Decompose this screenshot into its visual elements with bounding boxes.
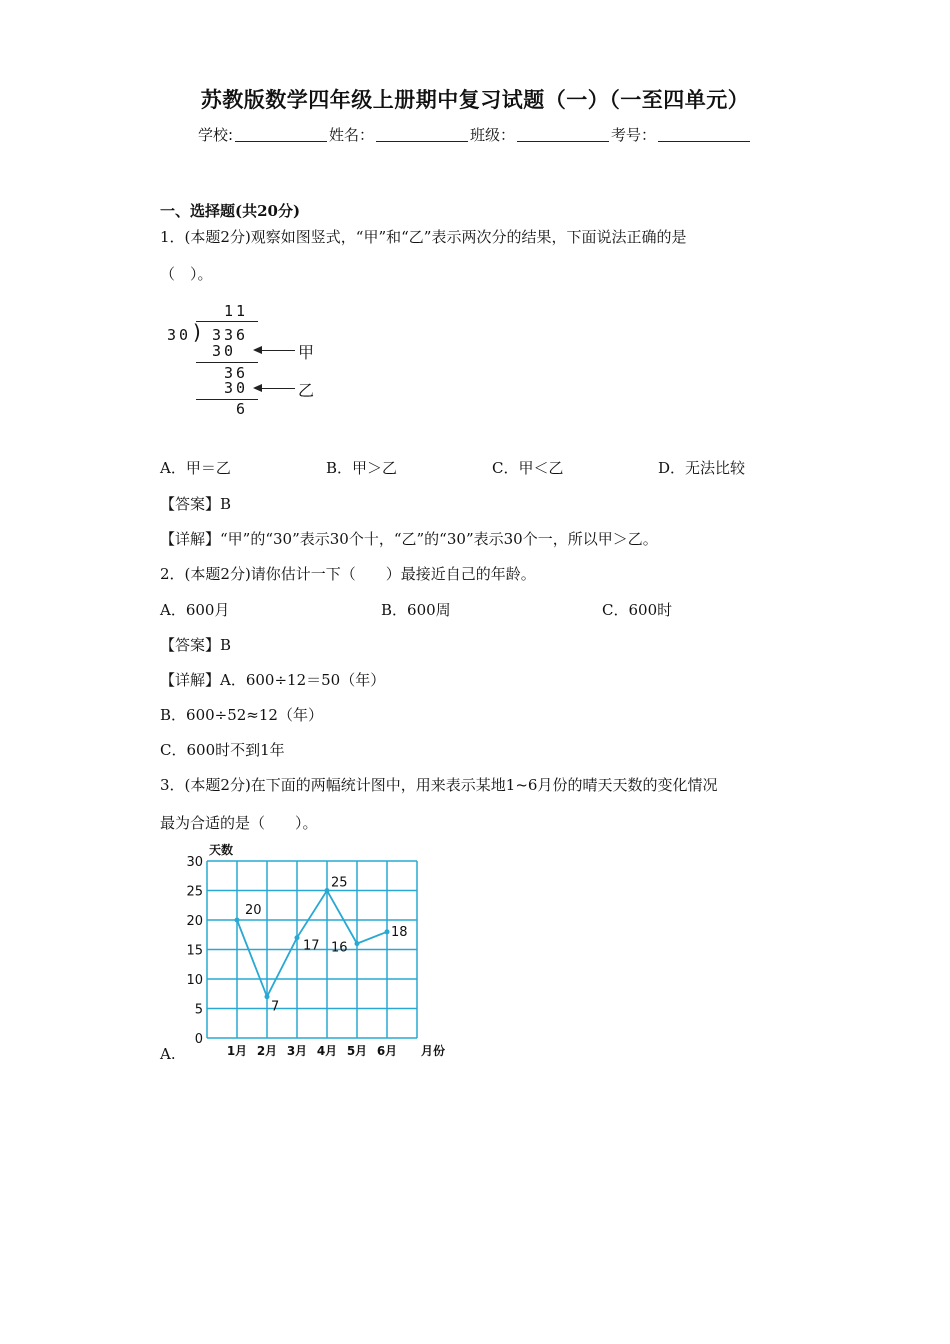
q2-option-c[interactable]: C．600时 (602, 601, 673, 619)
student-info-row (0, 124, 950, 145)
q2-option-a[interactable]: A．600月 (160, 601, 230, 619)
q1-stem-line2: （ ）。 (160, 265, 213, 283)
q2-answer: 【答案】B (160, 636, 232, 654)
arrow-left-icon (255, 350, 295, 351)
subtraction-line-2 (196, 399, 258, 400)
svg-text:5: 5 (194, 1002, 203, 1018)
first-product-jia: 30 (212, 342, 237, 360)
svg-text:25: 25 (331, 875, 348, 891)
q2-explanation-b: B．600÷52≈12（年） (160, 706, 323, 724)
section-title: 一、选择题(共20分) (160, 202, 301, 220)
label-jia: 甲 (298, 343, 315, 362)
document-title: 苏教版数学四年级上册期中复习试题（一）（一至四单元） (200, 88, 750, 112)
svg-text:月份: 月份 (421, 1044, 445, 1058)
svg-text:16: 16 (331, 940, 348, 956)
label-yi: 乙 (298, 381, 315, 400)
name-label: 姓名： (329, 126, 375, 144)
q2-explanation-c: C．600时不到1年 (160, 741, 285, 759)
svg-text:20: 20 (245, 903, 262, 918)
exam-number-label: 考号： (611, 126, 657, 144)
svg-text:3月: 3月 (286, 1044, 308, 1058)
svg-text:10: 10 (186, 973, 203, 988)
class-label: 班级： (470, 126, 516, 144)
q1-stem-line1: 1．(本题2分)观察如图竖式，“甲”和“乙”表示两次分的结果，下面说法正确的是 (160, 228, 687, 246)
q1-option-d[interactable]: D．无法比较 (658, 459, 746, 477)
svg-text:5月: 5月 (346, 1044, 368, 1058)
q2-explanation-a: 【详解】A．600÷12＝50（年） (160, 671, 386, 689)
svg-text:4月: 4月 (316, 1044, 338, 1058)
q2-option-b[interactable]: B．600周 (381, 601, 451, 619)
svg-text:18: 18 (391, 924, 408, 940)
partial-remainder: 36 (224, 364, 249, 382)
school-blank (235, 127, 327, 142)
line-chart (155, 838, 445, 1068)
arrow-left-icon (255, 388, 295, 389)
q3-stem-line2: 最为合适的是（ ）。 (160, 814, 318, 832)
q2-stem: 2．(本题2分)请你估计一下（ ）最接近自己的年龄。 (160, 565, 536, 583)
svg-text:17: 17 (303, 938, 320, 954)
name-blank (376, 127, 468, 142)
q3-stem-line1: 3．(本题2分)在下面的两幅统计图中，用来表示某地1~6月份的晴天天数的变化情况 (160, 776, 718, 794)
quotient: 11 (224, 302, 249, 320)
exam-number-blank (658, 127, 750, 142)
svg-text:2月: 2月 (256, 1044, 278, 1058)
svg-text:30: 30 (186, 855, 203, 870)
svg-text:15: 15 (186, 943, 203, 959)
svg-text:20: 20 (186, 914, 203, 929)
q1-answer: 【答案】B (160, 495, 232, 513)
svg-text:25: 25 (186, 884, 203, 900)
q1-explanation: 【详解】“甲”的“30”表示30个十，“乙”的“30”表示30个一，所以甲＞乙。 (160, 530, 658, 548)
q1-option-c[interactable]: C．甲＜乙 (492, 459, 564, 477)
svg-text:1月: 1月 (226, 1044, 248, 1058)
svg-text:天数: 天数 (209, 843, 234, 857)
q3-line-chart-option-a[interactable] (155, 838, 445, 1068)
division-bar (196, 321, 258, 322)
school-label: 学校: (197, 126, 233, 144)
svg-text:6月: 6月 (376, 1044, 398, 1058)
svg-text:0: 0 (194, 1032, 203, 1047)
class-blank (517, 127, 609, 142)
remainder: 6 (236, 400, 249, 418)
second-product-yi: 30 (224, 379, 249, 397)
divisor: 30 (167, 326, 192, 344)
q3-option-a-label: A. (160, 1045, 176, 1063)
subtraction-line-1 (196, 362, 258, 363)
division-bracket: ) (193, 320, 201, 344)
dividend: 336 (212, 326, 249, 344)
q1-option-b[interactable]: B．甲＞乙 (326, 459, 398, 477)
svg-text:7: 7 (271, 999, 280, 1015)
q1-option-a[interactable]: A．甲＝乙 (160, 459, 231, 477)
